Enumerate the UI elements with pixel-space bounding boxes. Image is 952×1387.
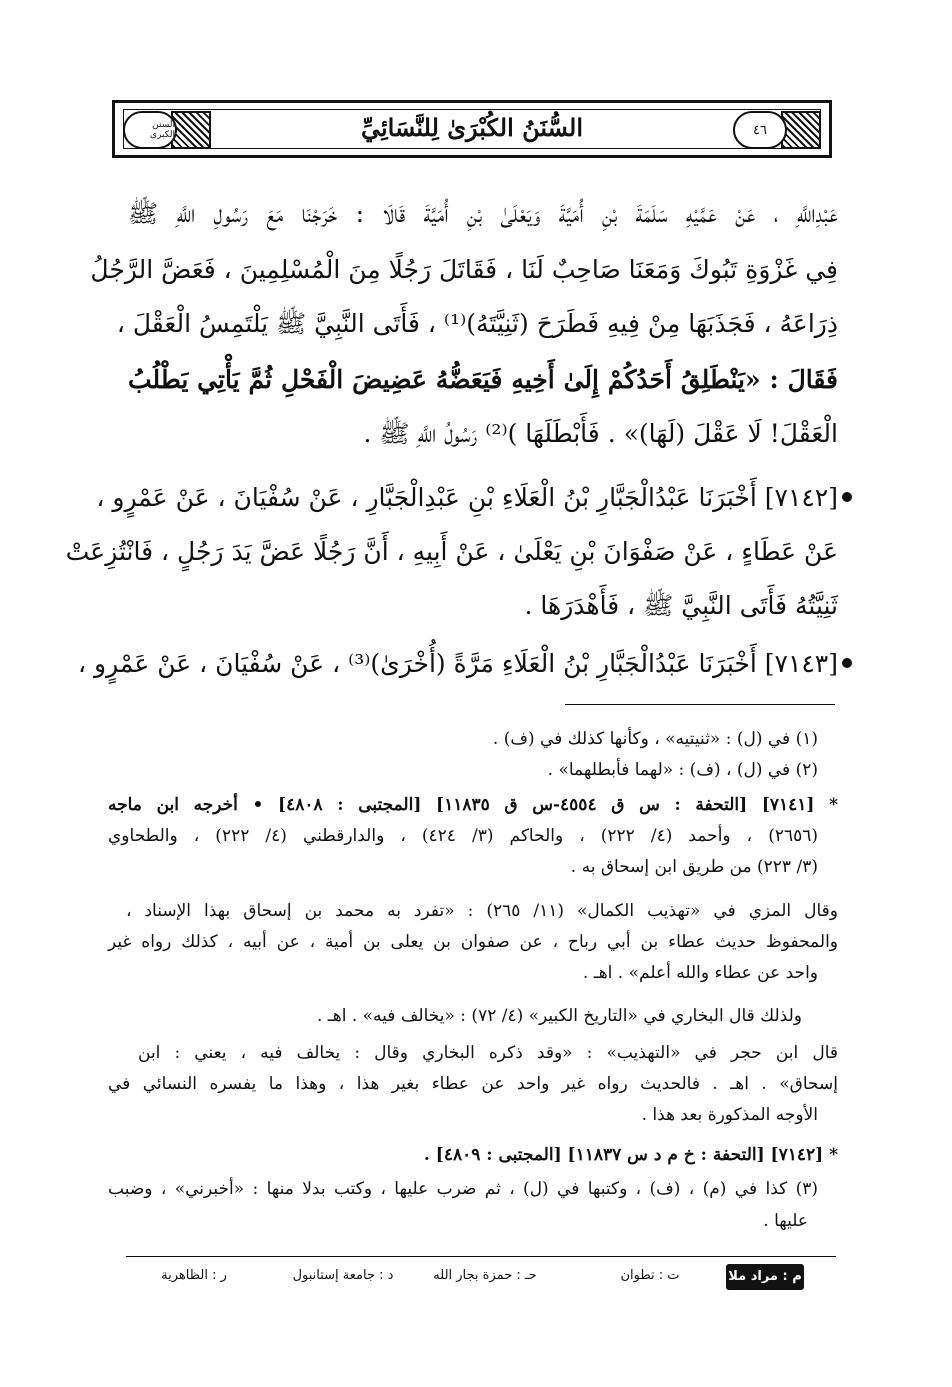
page-number: ٤٦ bbox=[733, 111, 787, 149]
takhrij-note: * [٧١٤١] [التحفة : س ق ٤٥٥٤-س ق ١١٨٣٥] [المجتبى : ٤٨٠٨] • أخرجه ابن ماجه bbox=[108, 795, 838, 815]
footer-separator bbox=[126, 1256, 836, 1257]
footnote: (٢) في (ل) ، (ف) : «لهما فأبطلهما» . bbox=[547, 760, 818, 780]
hadith-bullet-icon bbox=[842, 658, 852, 668]
takhrij-note: وقال المزي في «تهذيب الكمال» (١١/ ٢٦٥) : «تفرد به محمد بن إسحاق بهذا الإسناد ، bbox=[126, 901, 838, 921]
takhrij-note: * [٧١٤٢] [التحفة : خ م د س ١١٨٣٧] [المجتبى : ٤٨٠٩] . bbox=[423, 1145, 838, 1165]
footnote: (٣) كذا في (م) ، (ف) ، وكتبها في (ل) ، ثم ضرب عليها ، وكتب بدلا منها : «أخبرني» ، وضبب bbox=[108, 1179, 818, 1199]
takhrij-note: والمحفوظ حديث عطاء بن أبي رباح ، عن صفوان بن يعلى بن أمية ، عن أبيه ، كذلك رواه غير bbox=[108, 932, 839, 952]
text-line: ذِرَاعَهُ ، فَجَذَبَهَا مِنْ فِيهِ فَطَرَحَ (ثَنِيَّتَهُ)⁽¹⁾ ، فَأَتَى النَّبِيَّ ﷺ يَلْتَمِسُ الْعَقْلَ ، bbox=[116, 309, 838, 338]
emblem-ornament bbox=[123, 111, 215, 149]
takhrij-note: واحد عن عطاء والله أعلم» . اهـ . bbox=[582, 963, 818, 983]
source-badge: م : مراد ملا bbox=[726, 1264, 804, 1290]
takhrij-note: (٣/ ٢٢٣) من طريق ابن إسحاق به . bbox=[570, 857, 818, 877]
takhrij-note: الأوجه المذكورة بعد هذا . bbox=[641, 1105, 818, 1125]
source-label: ر : الظاهرية bbox=[161, 1268, 227, 1283]
ornament-pattern-icon bbox=[171, 111, 211, 149]
page-title: السُّنَنُ الكُبْرَىٰ لِلنَّسَائِيِّ bbox=[360, 113, 584, 142]
takhrij-note: (٢٦٥٦) ، وأحمد (٤/ ٢٢٢) ، والحاكم (٣/ ٤٢٤) ، والدارقطني (٤/ ٢٢٢) ، والطحاوي bbox=[108, 826, 819, 846]
takhrij-note: ولذلك قال البخاري في «التاريخ الكبير» (٤/ ٧٢) : «يخالف فيه» . اهـ . bbox=[316, 1006, 802, 1026]
source-label: ت : تطوان bbox=[620, 1268, 680, 1283]
takhrij-note: قال ابن حجر في «التهذيب» : «وقد ذكره البخاري وقال : يخالف فيه ، يعني : ابن bbox=[138, 1043, 838, 1063]
text-line: ثَنِيَّتُهُ فَأَتَى النَّبِيَّ ﷺ ، فَأَهْدَرَهَا . bbox=[524, 591, 838, 620]
footnote: عليها . bbox=[763, 1211, 808, 1231]
page-header bbox=[112, 100, 832, 158]
hadith-line: [٧١٤٢] أَخْبَرَنَا عَبْدُالْجَبَّارِ بْنُ الْعَلَاءِ بْنِ عَبْدِالْجَبَّارِ ، عَنْ سُفْيَانَ ، عَنْ عَمْرٍو ، bbox=[96, 483, 838, 512]
text-line: فِي غَزْوَةِ تَبُوكَ وَمَعَنَا صَاحِبٌ لَنَا ، فَقَاتَلَ رَجُلًا مِنَ الْمُسْلِمِينَ ، فَعَضَّ الرَّجُلُ bbox=[90, 255, 838, 284]
footnote-separator bbox=[565, 704, 835, 705]
takhrij-note: إسحاق» . اهـ . فالحديث رواه غير واحد عن عطاء بغير هذا ، وهذا ما يفسره النسائي في bbox=[108, 1074, 838, 1094]
source-label: حـ : حمزة بجار الله bbox=[433, 1268, 537, 1283]
book-emblem: السنن الكبرى bbox=[123, 111, 177, 149]
source-label: د : جامعة إستانبول bbox=[292, 1268, 394, 1283]
footnote: (١) في (ل) : «ثنيتيه» ، وكأنها كذلك في (ف) . bbox=[492, 729, 818, 749]
hadith-bullet-icon bbox=[842, 492, 852, 502]
manuscript-sources-footer bbox=[130, 1264, 830, 1290]
text-line: عَبْدِاللَّهِ ، عَنْ عَمَّيْهِ سَلَمَةَ بْنِ أُمَيَّةَ وَيَعْلَىٰ بْنِ أُمَيَّةَ قَالَا : خَرَجْنَا مَعَ رَسُولِ اللَّهِ ﷺ bbox=[128, 199, 838, 228]
text-line: فَقَالَ : «يَنْطَلِقُ أَحَدُكُمْ إِلَىٰ أَخِيهِ فَيَعَضُّهُ عَضِيضَ الْفَحْلِ ثُمَّ يَأْتِي يَطْلُبُ bbox=[128, 365, 838, 394]
hadith-line: [٧١٤٣] أَخْبَرَنَا عَبْدُالْجَبَّارِ بْنُ الْعَلَاءِ مَرَّةً (أُخْرَىٰ)⁽³⁾ ، عَنْ سُفْيَانَ ، عَنْ عَمْرٍو ، bbox=[78, 649, 838, 678]
text-line: الْعَقْلَ! لَا عَقْلَ (لَهَا)» . فَأَبْطَلَهَا )⁽²⁾ رَسُولُ اللَّهِ ﷺ . bbox=[363, 419, 838, 448]
text-line: عَنْ عَطَاءٍ ، عَنْ صَفْوَانَ بْنِ يَعْلَىٰ ، عَنْ أَبِيهِ ، أَنَّ رَجُلًا عَضَّ يَدَ رَجُلٍ ، فَانْتُزِعَتْ bbox=[65, 537, 838, 566]
